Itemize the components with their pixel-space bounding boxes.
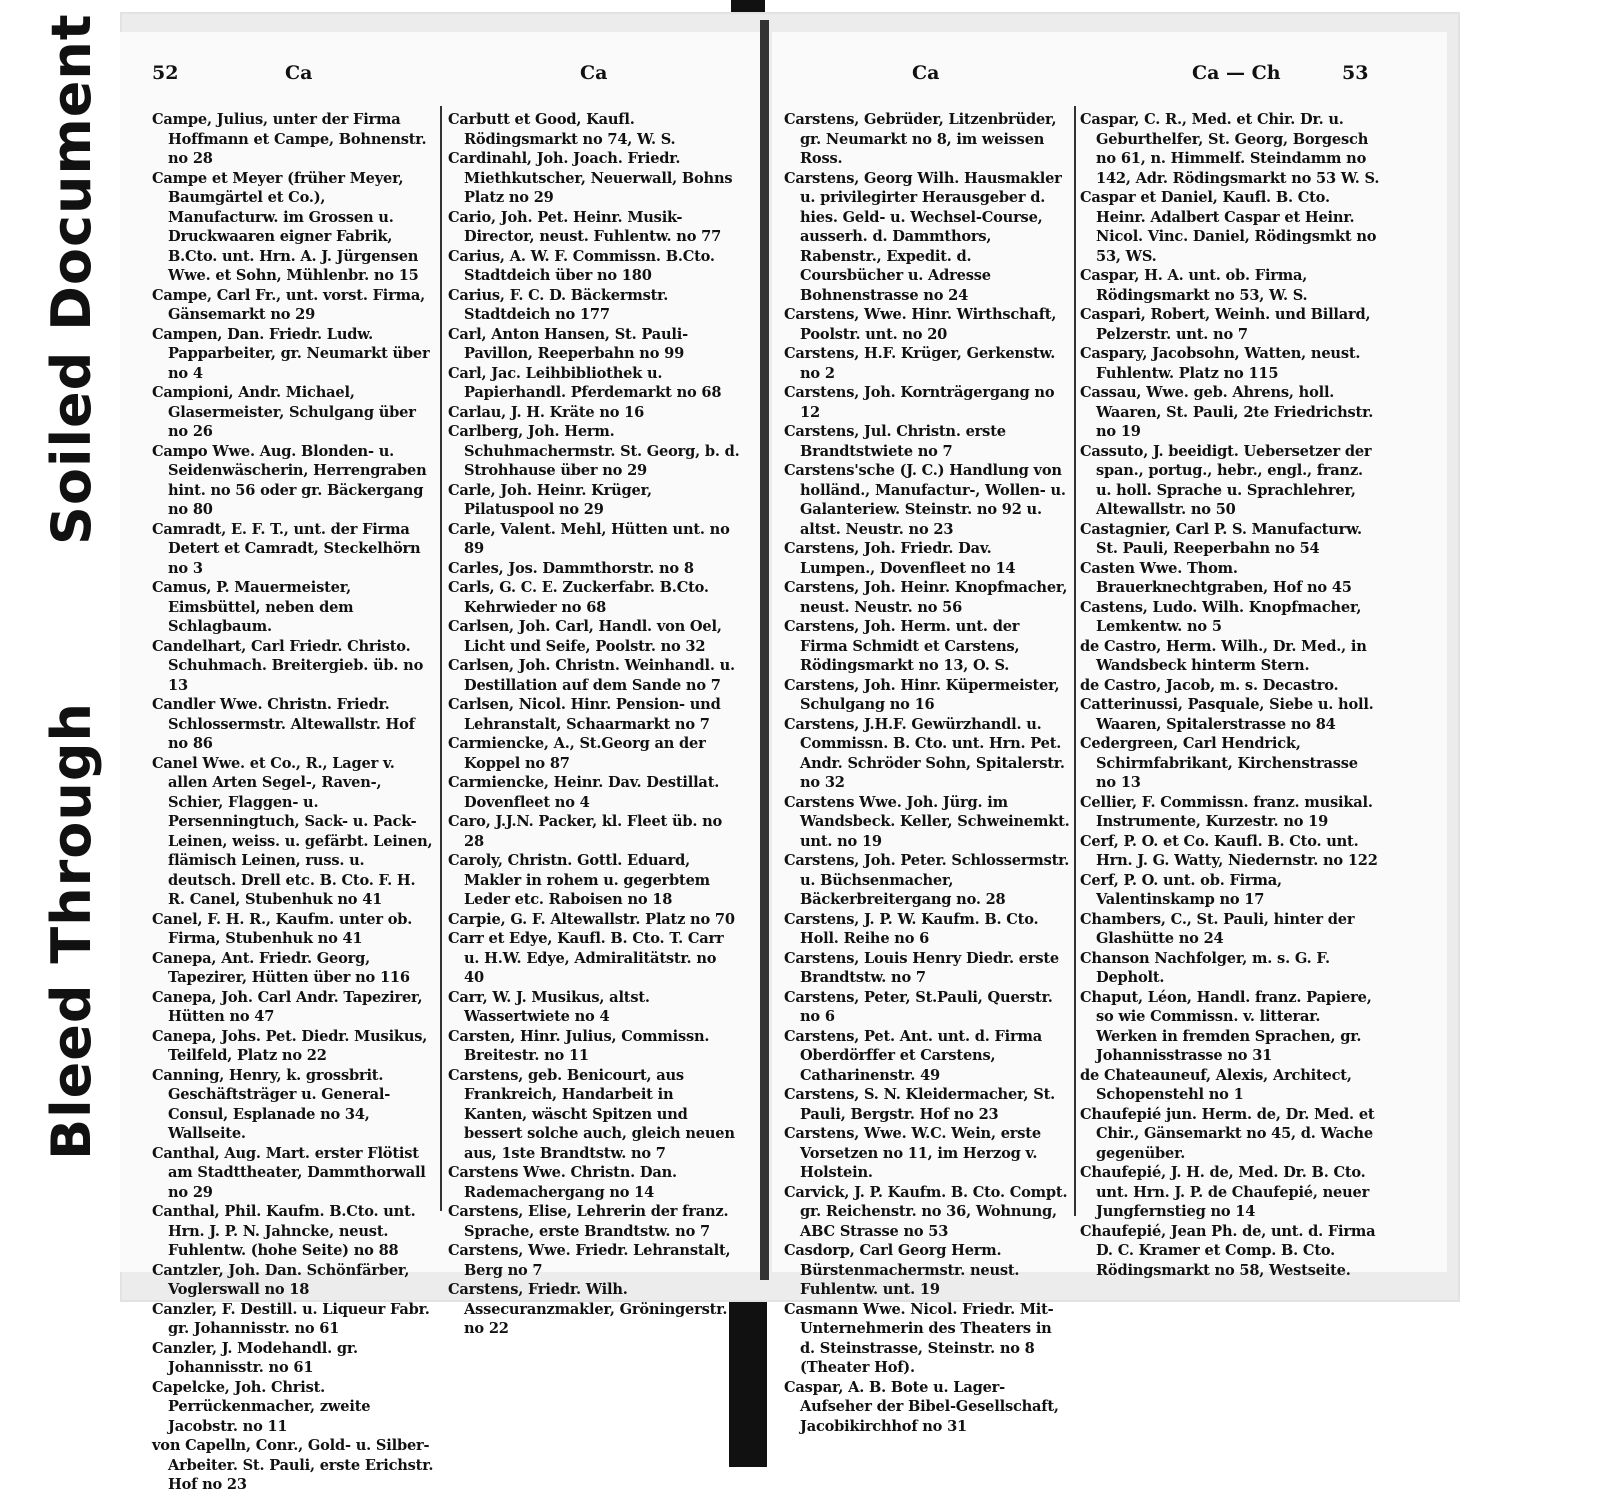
book-spread (120, 12, 1460, 1493)
directory-entry: Carlsen, Nicol. Hinr. Pension- und Lehranstalt, Schaarmarkt no 7 (448, 696, 721, 733)
directory-entry: Carr, W. J. Musikus, altst. Wassertwiete no 4 (448, 988, 650, 1025)
directory-entry: Carle, Valent. Mehl, Hütten unt. no 89 (448, 520, 730, 557)
directory-entry: Carstens, geb. Benicourt, aus Frankreich, Handarbeit in Kanten, wäscht Spitzen und bessert solche auch, gleich neuen aus, 1ste Brandtstw. no 7 (448, 1066, 735, 1162)
page-number-right: 53 (1342, 62, 1369, 84)
directory-entry: Chaufepié, Jean Ph. de, unt. d. Firma D. C. Kramer et Comp. B. Cto. Rödingsmarkt no 58, Westseite. (1080, 1222, 1376, 1279)
directory-entry: Carstens, Gebrüder, Litzenbrüder, gr. Neumarkt no 8, im weissen Ross. (784, 111, 1057, 167)
directory-entry: Chambers, C., St. Pauli, hinter der Glashütte no 24 (1080, 910, 1355, 947)
directory-entry: Carstens, Wwe. Hinr. Wirthschaft, Poolstr. unt. no 20 (784, 306, 1057, 343)
directory-entry: Carlau, J. H. Kräte no 16 (448, 403, 645, 421)
directory-entry: Cedergreen, Carl Hendrick, Schirmfabrikant, Kirchenstrasse no 13 (1080, 735, 1358, 791)
directory-entry: Castagnier, Carl P. S. Manufacturw. St. Pauli, Reeperbahn no 54 (1080, 520, 1362, 557)
page-number-left: 52 (152, 62, 179, 84)
directory-entry: Caspary, Jacobsohn, Watten, neust. Fuhlentw. Platz no 115 (1080, 345, 1361, 382)
bleed-through-stamp: Bleed Through (40, 702, 103, 1160)
directory-entry: de Castro, Jacob, m. s. Decastro. (1080, 676, 1339, 694)
running-head-left-col2: Ca (580, 62, 608, 84)
directory-entry: Carstens, Wwe. Friedr. Lehranstalt, Berg no 7 (448, 1242, 731, 1279)
directory-entry: Cellier, F. Commissn. franz. musikal. Instrumente, Kurzestr. no 19 (1080, 793, 1373, 830)
directory-entry: Carstens, Joh. Peter. Schlossermstr. u. Büchsenmacher, Bäckerbreitergang no. 28 (784, 852, 1070, 908)
directory-entry: von Capelln, Conr., Gold- u. Silber-Arbeiter. St. Pauli, erste Erichstr. Hof no 23 (152, 1437, 434, 1493)
directory-entry: Canel Wwe. et Co., R., Lager v. allen Arten Segel-, Raven-, Schier, Flaggen- u. Persenningtuch, Sack- u. Pack-Leinen, weiss. u. gefärbt. Leinen, flämisch Leinen, russ. u. deutsch. Drell etc. B. Cto. F. H. R. Canel, Stubenhuk no 41 (152, 754, 433, 908)
directory-entry: Carles, Jos. Dammthorstr. no 8 (448, 559, 694, 577)
directory-entry: Canepa, Joh. Carl Andr. Tapezirer, Hütten no 47 (152, 988, 423, 1025)
directory-entry: Carstens Wwe. Joh. Jürg. im Wandsbeck. Keller, Schweinemkt. unt. no 19 (784, 793, 1070, 850)
directory-entry: Carstens, H.F. Krüger, Gerkenstw. no 2 (784, 345, 1056, 382)
directory-entry: Carstens, Jul. Christn. erste Brandtstwiete no 7 (784, 423, 1006, 460)
directory-entry: Carlsen, Joh. Christn. Weinhandl. u. Destillation auf dem Sande no 7 (448, 657, 735, 694)
directory-entry: Canepa, Johs. Pet. Diedr. Musikus, Teilfeld, Platz no 22 (152, 1027, 428, 1064)
left-column-1 (152, 110, 437, 1495)
directory-entry: Caspar, C. R., Med. et Chir. Dr. u. Geburthelfer, St. Georg, Borgesch no 61, n. Himmelf. Steindamm no 142, Adr. Rödingsmarkt no 53 W. S. (1080, 111, 1380, 187)
directory-entry: Carstens, Friedr. Wilh. Assecuranzmakler, Gröningerstr. no 22 (448, 1281, 728, 1337)
directory-entry: Chaufepié jun. Herm. de, Dr. Med. et Chir., Gänsemarkt no 45, d. Wache gegenüber. (1080, 1105, 1375, 1162)
directory-entry: Carstens, Joh. Heinr. Knopfmacher, neust. Neustr. no 56 (784, 579, 1068, 616)
directory-entry: Carstens, Wwe. W.C. Wein, erste Vorsetzen no 11, im Herzog v. Holstein. (784, 1125, 1041, 1181)
directory-entry: Campe, Julius, unter der Firma Hoffmann et Campe, Bohnenstr. no 28 (152, 111, 427, 167)
directory-entry: Carbutt et Good, Kaufl. Rödingsmarkt no 74, W. S. (448, 111, 676, 148)
page-gutter (760, 20, 769, 1280)
column-rule (1074, 106, 1076, 1216)
directory-entry: Cardinahl, Joh. Joach. Friedr. Miethkutscher, Neuerwall, Bohns Platz no 29 (448, 150, 733, 206)
directory-entry: Cantzler, Joh. Dan. Schönfärber, Voglerswall no 18 (152, 1261, 410, 1298)
directory-entry: Cerf, P. O. et Co. Kaufl. B. Cto. unt. Hrn. J. G. Watty, Niedernstr. no 122 (1080, 832, 1378, 869)
directory-entry: Candelhart, Carl Friedr. Christo. Schuhmach. Breitergieb. üb. no 13 (152, 637, 424, 694)
directory-entry: Canel, F. H. R., Kaufm. unter ob. Firma, Stubenhuk no 41 (152, 910, 413, 947)
directory-entry: Carstens, Joh. Friedr. Dav. Lumpen., Dovenfleet no 14 (784, 540, 1016, 577)
directory-entry: Carlsen, Joh. Carl, Handl. von Oel, Licht und Seife, Poolstr. no 32 (448, 618, 722, 655)
directory-entry: Cerf, P. O. unt. ob. Firma, Valentinskamp no 17 (1080, 871, 1282, 908)
directory-entry: Carstens, Elise, Lehrerin der franz. Sprache, erste Brandtstw. no 7 (448, 1203, 729, 1240)
directory-entry: Campe, Carl Fr., unt. vorst. Firma, Gänsemarkt no 29 (152, 286, 425, 323)
directory-entry: Carstens, Georg Wilh. Hausmakler u. privilegirter Herausgeber d. hies. Geld- u. Wechsel-Course, ausserh. d. Dammthors, Rabenstr., Expedit. d. Coursbücher u. Adresse Bohnenstrasse no 24 (784, 169, 1062, 304)
directory-entry: Canepa, Ant. Friedr. Georg, Tapezirer, Hütten über no 116 (152, 949, 410, 986)
directory-entry: Casten Wwe. Thom. Brauerknechtgraben, Hof no 45 (1080, 559, 1352, 596)
directory-entry: Caspar, H. A. unt. ob. Firma, Rödingsmarkt no 53, W. S. (1080, 267, 1308, 304)
directory-entry: Carl, Anton Hansen, St. Pauli-Pavillon, Reeperbahn no 99 (448, 325, 688, 362)
directory-entry: Carstens, Peter, St.Pauli, Querstr. no 6 (784, 988, 1053, 1025)
left-column-2 (448, 110, 740, 1339)
directory-entry: Chaput, Léon, Handl. franz. Papiere, so wie Commissn. v. litterar. Werken in fremden Sprachen, gr. Johannisstrasse no 31 (1080, 988, 1372, 1064)
directory-entry: de Castro, Herm. Wilh., Dr. Med., in Wandsbeck hinterm Stern. (1080, 637, 1367, 674)
directory-entry: de Chateauneuf, Alexis, Architect, Schopenstehl no 1 (1080, 1066, 1352, 1103)
directory-entry: Cassau, Wwe. geb. Ahrens, holl. Waaren, St. Pauli, 2te Friedrichstr. no 19 (1080, 384, 1374, 440)
directory-entry: Carlberg, Joh. Herm. Schuhmachermstr. St. Georg, b. d. Strohhause über no 29 (448, 423, 740, 479)
right-column-1 (784, 110, 1071, 1436)
directory-entry: Caspari, Robert, Weinh. und Billard, Pelzerstr. unt. no 7 (1080, 306, 1371, 343)
directory-entry: Carmiencke, Heinr. Dav. Destillat. Dovenfleet no 4 (448, 774, 720, 811)
directory-entry: Casdorp, Carl Georg Herm. Bürstenmachermstr. neust. Fuhlentw. unt. 19 (784, 1242, 1020, 1298)
directory-entry: Castens, Ludo. Wilh. Knopfmacher, Lemkentw. no 5 (1080, 598, 1362, 635)
left-page (120, 32, 763, 1493)
directory-entry: Carstens, Joh. Kornträgergang no 12 (784, 384, 1055, 421)
directory-entry: Campen, Dan. Friedr. Ludw. Papparbeiter, gr. Neumarkt über no 4 (152, 325, 430, 382)
directory-entry: Carstens, J. P. W. Kaufm. B. Cto. Holl. Reihe no 6 (784, 910, 1039, 947)
running-head-right-col2: Ca — Ch (1192, 62, 1281, 84)
directory-entry: Carstens Wwe. Christn. Dan. Rademachergang no 14 (448, 1164, 677, 1201)
directory-entry: Carstens, J.H.F. Gewürzhandl. u. Commissn. B. Cto. unt. Hrn. Pet. Andr. Schröder Sohn, Spitalerstr. no 32 (784, 715, 1065, 791)
directory-entry: Carsten, Hinr. Julius, Commissn. Breitestr. no 11 (448, 1027, 710, 1064)
soiled-document-stamp: Soiled Document (40, 13, 103, 545)
directory-entry: Canzler, J. Modehandl. gr. Johannisstr. no 61 (152, 1339, 358, 1376)
directory-entry: Caspar et Daniel, Kaufl. B. Cto. Heinr. Adalbert Caspar et Heinr. Nicol. Vinc. Daniel, Rödingsmkt no 53, WS. (1080, 189, 1377, 265)
directory-entry: Campioni, Andr. Michael, Glasermeister, Schulgang über no 26 (152, 384, 416, 440)
directory-entry: Carl, Jac. Leihbibliothek u. Papierhandl. Pferdemarkt no 68 (448, 364, 722, 401)
directory-entry: Carmiencke, A., St.Georg an der Koppel no 87 (448, 735, 706, 772)
directory-entry: Caroly, Christn. Gottl. Eduard, Makler in rohem u. gegerbtem Leder etc. Raboisen no 18 (448, 852, 710, 908)
directory-entry: Chaufepié, J. H. de, Med. Dr. B. Cto. unt. Hrn. J. P. de Chaufepié, neuer Jungfernstieg no 14 (1080, 1164, 1370, 1220)
directory-entry: Carvick, J. P. Kaufm. B. Cto. Compt. gr. Reichenstr. no 36, Wohnung, ABC Strasse no 53 (784, 1183, 1068, 1240)
directory-entry: Carstens, S. N. Kleidermacher, St. Pauli, Bergstr. Hof no 23 (784, 1086, 1056, 1123)
directory-entry: Carstens, Joh. Hinr. Küpermeister, Schulgang no 16 (784, 676, 1060, 713)
directory-entry: Canning, Henry, k. grossbrit. Geschäftsträger u. General-Consul, Esplanade no 34, Wallseite. (152, 1066, 391, 1142)
column-rule (440, 106, 442, 1211)
right-column-2 (1080, 110, 1380, 1280)
directory-entry: Carls, G. C. E. Zuckerfabr. B.Cto. Kehrwieder no 68 (448, 579, 709, 616)
directory-entry: Carle, Joh. Heinr. Krüger, Pilatuspool no 29 (448, 481, 652, 518)
directory-entry: Canthal, Aug. Mart. erster Flötist am Stadttheater, Dammthorwall no 29 (152, 1144, 426, 1201)
directory-entry: Chanson Nachfolger, m. s. G. F. Depholt. (1080, 949, 1330, 986)
directory-entry: Cario, Joh. Pet. Heinr. Musik-Director, neust. Fuhlentw. no 77 (448, 208, 722, 245)
running-head-right: Ca (912, 62, 940, 84)
directory-entry: Carstens, Pet. Ant. unt. d. Firma Oberdörffer et Carstens, Catharinenstr. 49 (784, 1027, 1042, 1084)
directory-entry: Canthal, Phil. Kaufm. B.Cto. unt. Hrn. J. P. N. Jahncke, neust. Fuhlentw. (hohe Seite) no 88 (152, 1203, 416, 1259)
directory-entry: Capelcke, Joh. Christ. Perrückenmacher, zweite Jacobstr. no 11 (152, 1378, 371, 1435)
directory-entry: Carius, F. C. D. Bäckermstr. Stadtdeich no 177 (448, 286, 669, 323)
directory-entry: Cassuto, J. beeidigt. Uebersetzer der span., portug., hebr., engl., franz. u. holl. Sprache u. Sprachlehrer, Altewallstr. no 50 (1080, 442, 1372, 518)
directory-entry: Camus, P. Mauermeister, Eimsbüttel, neben dem Schlagbaum. (152, 579, 354, 635)
running-head-left: Ca (285, 62, 313, 84)
directory-entry: Canzler, F. Destill. u. Liqueur Fabr. gr. Johannisstr. no 61 (152, 1300, 430, 1337)
directory-entry: Carstens, Louis Henry Diedr. erste Brandtstw. no 7 (784, 949, 1059, 986)
directory-entry: Camradt, E. F. T., unt. der Firma Detert et Camradt, Steckelhörn no 3 (152, 520, 421, 577)
directory-entry: Casmann Wwe. Nicol. Friedr. Mit-Unternehmerin des Theaters in d. Steinstrasse, Steinstr. no 8 (Theater Hof). (784, 1300, 1054, 1376)
directory-entry: Campe et Meyer (früher Meyer, Baumgärtel et Co.), Manufacturw. im Grossen u. Druckwaaren eigner Fabrik, B.Cto. unt. Hrn. A. J. Jürgensen Wwe. et Sohn, Mühlenbr. no 15 (152, 169, 419, 284)
directory-entry: Caro, J.J.N. Packer, kl. Fleet üb. no 28 (448, 813, 723, 850)
directory-entry: Campo Wwe. Aug. Blonden- u. Seidenwäscherin, Herrengraben hint. no 56 oder gr. Bäckergang no 80 (152, 442, 427, 518)
directory-entry: Carstens'sche (J. C.) Handlung von holländ., Manufactur-, Wollen- u. Galanteriew. Steinstr. no 92 u. altst. Neustr. no 23 (784, 462, 1066, 538)
directory-entry: Candler Wwe. Christn. Friedr. Schlossermstr. Altewallstr. Hof no 86 (152, 696, 415, 752)
directory-entry: Carr et Edye, Kaufl. B. Cto. T. Carr u. H.W. Edye, Admiralitätstr. no 40 (448, 930, 724, 986)
directory-entry: Carstens, Joh. Herm. unt. der Firma Schmidt et Carstens, Rödingsmarkt no 13, O. S. (784, 618, 1020, 674)
directory-entry: Carius, A. W. F. Commissn. B.Cto. Stadtdeich über no 180 (448, 247, 715, 284)
directory-entry: Catterinussi, Pasquale, Siebe u. holl. Waaren, Spitalerstrasse no 84 (1080, 696, 1374, 733)
directory-entry: Carpie, G. F. Altewallstr. Platz no 70 (448, 910, 735, 928)
directory-entry: Caspar, A. B. Bote u. Lager-Aufseher der Bibel-Gesellschaft, Jacobikirchhof no 31 (784, 1378, 1059, 1435)
right-page (772, 32, 1447, 1435)
